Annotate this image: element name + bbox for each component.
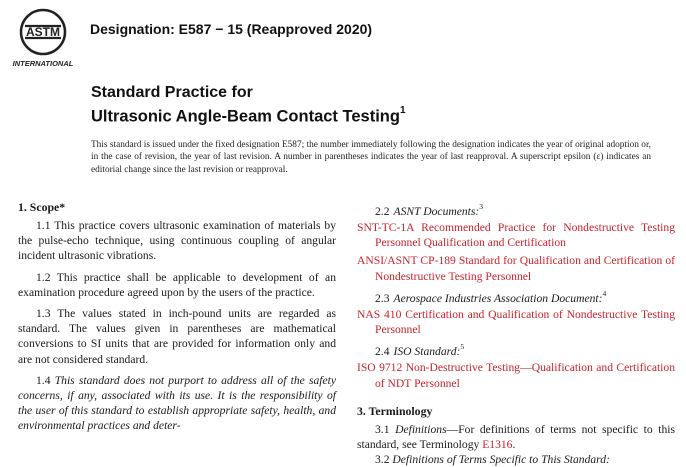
reference-iso-9712[interactable]: ISO 9712 Non-Destructive Testing—Qualification and Certification of NDT Personnel <box>357 361 675 390</box>
reference-ansi-asnt-cp-189[interactable]: ANSI/ASNT CP-189 Standard for Qualification and Certification of Nondestructive Testing Personnel <box>357 254 675 283</box>
reference-snt-tc-1a[interactable]: SNT-TC-1A Recommended Practice for Nondestructive Testing Personnel Qualification and Certification <box>357 221 676 250</box>
paragraph-3-2: 3.2 Definitions of Terms Specific to This Standard: <box>375 453 610 467</box>
paragraph-1-3: 1.3 The values stated in inch-pound units are regarded as standard. The values given in parentheses are mathematical conversions to SI units that are provided for information only and are not considered standard. <box>18 307 336 366</box>
paragraph-3-1: 3.1 Definitions—For definitions of terms not specific to this standard, see Terminology E1316. <box>357 422 675 452</box>
title-line-1: Standard Practice for <box>91 84 253 101</box>
link-e1316[interactable]: E1316 <box>482 438 513 452</box>
section-2-2: 2.2 ASNT Documents:$^3$ <box>375 202 484 218</box>
title-line-2 <box>91 103 406 127</box>
title-footnote-mark: 1 <box>399 105 406 116</box>
title-main: Ultrasonic Angle-Beam Contact Testing <box>91 107 400 126</box>
astm-logo <box>12 6 74 70</box>
title-block <box>91 83 406 127</box>
standard-notice: This standard is issued under the fixed designation E587; the number immediately following the designation indicates the year of original adoption or, in the case of revision, the year of last revision. A number in parentheses indicates the year of last reapproval. A superscript epsilon (ε) indicates an editorial change since the last revision or reapproval. <box>91 140 651 175</box>
paragraph-1-1: 1.1 This practice covers ultrasonic examination of materials by the pulse-echo technique, using continuous coupling of angular incident ultrasonic vibrations. <box>18 219 336 263</box>
designation: Designation: E587 − 15 (Reapproved 2020) <box>90 21 373 37</box>
paragraph-1-4 <box>18 373 336 434</box>
left-column <box>18 200 336 434</box>
reference-nas-410[interactable]: NAS 410 Certification and Qualification of Nondestructive Testing Personnel <box>357 307 675 337</box>
logo-letters: ASTM <box>26 25 60 39</box>
right-column <box>357 200 675 467</box>
paragraph-1-2: 1.2 This practice shall be applicable to development of an examination procedure agreed upon by the users of the practice. <box>18 270 336 299</box>
section-2-3: 2.3 Aerospace Industries Association Document:$^4$ <box>375 288 607 305</box>
terminology-heading: 3. Terminology <box>357 403 433 418</box>
paragraph-1-4-num: 1.4 <box>36 373 51 387</box>
scope-heading: 1. Scope* <box>18 200 66 214</box>
section-2-4: 2.4 ISO Standard:$^5$ <box>375 342 465 359</box>
paragraph-1-4-text: This standard does not purport to address all of the safety concerns, if any, associated with its use. It is the responsibility of the user of this standard to establish appropriate safety, health, and environmental practices and deter- <box>18 373 336 433</box>
logo-caption: INTERNATIONAL <box>12 59 74 68</box>
